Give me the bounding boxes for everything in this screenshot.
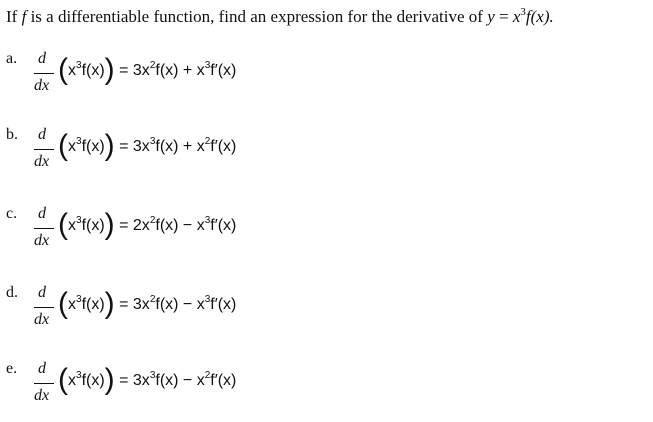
question-middle: is a differentiable function, find an expression for the derivative of xyxy=(26,7,488,26)
question-function-symbol: f xyxy=(21,7,27,26)
rhs-part-2: f(x) + x xyxy=(155,62,205,79)
choice-b xyxy=(0,124,653,188)
fraction-numerator: d xyxy=(38,50,46,67)
question-y: y xyxy=(487,7,495,26)
rhs-part-3: f′(x) xyxy=(210,296,237,313)
fraction-bar xyxy=(34,383,54,384)
right-paren: ) xyxy=(104,208,115,241)
derivative-operator xyxy=(32,282,56,342)
fraction-denominator: dx xyxy=(34,232,50,249)
inner-exponent: 3 xyxy=(76,136,82,147)
rhs-part-1: = 2x xyxy=(114,217,150,234)
choice-expression xyxy=(58,363,237,396)
choice-e xyxy=(0,358,653,422)
right-paren: ) xyxy=(104,53,115,86)
inner-x: x xyxy=(68,296,76,313)
question-fx: f(x). xyxy=(525,7,554,26)
inner-fx: f(x) xyxy=(81,217,105,234)
question-text xyxy=(6,7,554,27)
left-paren: ( xyxy=(58,53,68,86)
inner-fx: f(x) xyxy=(81,372,105,389)
rhs-exponent-1: 2 xyxy=(149,215,156,226)
choice-c xyxy=(0,203,653,267)
choice-letter: e. xyxy=(6,360,18,377)
rhs-exponent-1: 3 xyxy=(149,136,156,147)
rhs-part-2: f(x) + x xyxy=(155,138,205,155)
choice-expression xyxy=(58,129,237,162)
rhs-part-1: = 3x xyxy=(114,138,150,155)
rhs-exponent-2: 2 xyxy=(204,370,211,381)
choice-expression xyxy=(58,208,237,241)
left-paren: ( xyxy=(58,363,68,396)
inner-fx: f(x) xyxy=(81,62,105,79)
rhs-part-3: f′(x) xyxy=(210,372,237,389)
choice-expression xyxy=(58,53,237,86)
question-equals: = xyxy=(494,7,513,26)
fraction-numerator: d xyxy=(38,360,46,377)
fraction-denominator: dx xyxy=(34,311,50,328)
inner-exponent: 3 xyxy=(76,294,82,305)
derivative-operator xyxy=(32,203,56,263)
rhs-part-1: = 3x xyxy=(114,372,150,389)
choice-letter: b. xyxy=(6,126,18,143)
fraction-bar xyxy=(34,73,54,74)
rhs-part-3: f′(x) xyxy=(210,62,237,79)
right-paren: ) xyxy=(104,287,115,320)
choice-expression xyxy=(58,287,237,320)
rhs-exponent-2: 3 xyxy=(204,60,211,71)
rhs-part-3: f′(x) xyxy=(210,217,237,234)
derivative-operator xyxy=(32,124,56,184)
right-paren: ) xyxy=(104,129,115,162)
fraction-bar xyxy=(34,228,54,229)
choice-letter: c. xyxy=(6,205,18,222)
rhs-exponent-2: 2 xyxy=(204,136,211,147)
question-x: x xyxy=(512,7,521,26)
inner-x: x xyxy=(68,138,76,155)
left-paren: ( xyxy=(58,287,68,320)
derivative-operator xyxy=(32,358,56,418)
rhs-exponent-1: 2 xyxy=(149,294,156,305)
rhs-exponent-2: 3 xyxy=(204,294,211,305)
rhs-part-3: f′(x) xyxy=(210,138,237,155)
fraction-numerator: d xyxy=(38,284,46,301)
fraction-denominator: dx xyxy=(34,153,50,170)
inner-exponent: 3 xyxy=(76,60,82,71)
rhs-exponent-2: 3 xyxy=(204,215,211,226)
inner-x: x xyxy=(68,62,76,79)
choice-d xyxy=(0,282,653,346)
rhs-part-2: f(x) − x xyxy=(155,217,205,234)
choice-a xyxy=(0,48,653,112)
rhs-part-1: = 3x xyxy=(114,62,150,79)
inner-fx: f(x) xyxy=(81,296,105,313)
fraction-numerator: d xyxy=(38,126,46,143)
choice-letter: d. xyxy=(6,284,18,301)
inner-x: x xyxy=(68,217,76,234)
left-paren: ( xyxy=(58,129,68,162)
inner-x: x xyxy=(68,372,76,389)
choice-letter: a. xyxy=(6,50,18,67)
rhs-part-2: f(x) − x xyxy=(155,296,205,313)
fraction-bar xyxy=(34,149,54,150)
fraction-bar xyxy=(34,307,54,308)
fraction-denominator: dx xyxy=(34,387,50,404)
right-paren: ) xyxy=(104,363,115,396)
question-exponent: 3 xyxy=(520,6,526,18)
question-prefix: If xyxy=(6,7,22,26)
rhs-exponent-1: 2 xyxy=(149,60,156,71)
rhs-exponent-1: 3 xyxy=(149,370,156,381)
derivative-operator xyxy=(32,48,56,108)
inner-fx: f(x) xyxy=(81,138,105,155)
fraction-denominator: dx xyxy=(34,77,50,94)
rhs-part-2: f(x) − x xyxy=(155,372,205,389)
inner-exponent: 3 xyxy=(76,215,82,226)
left-paren: ( xyxy=(58,208,68,241)
inner-exponent: 3 xyxy=(76,370,82,381)
fraction-numerator: d xyxy=(38,205,46,222)
rhs-part-1: = 3x xyxy=(114,296,150,313)
